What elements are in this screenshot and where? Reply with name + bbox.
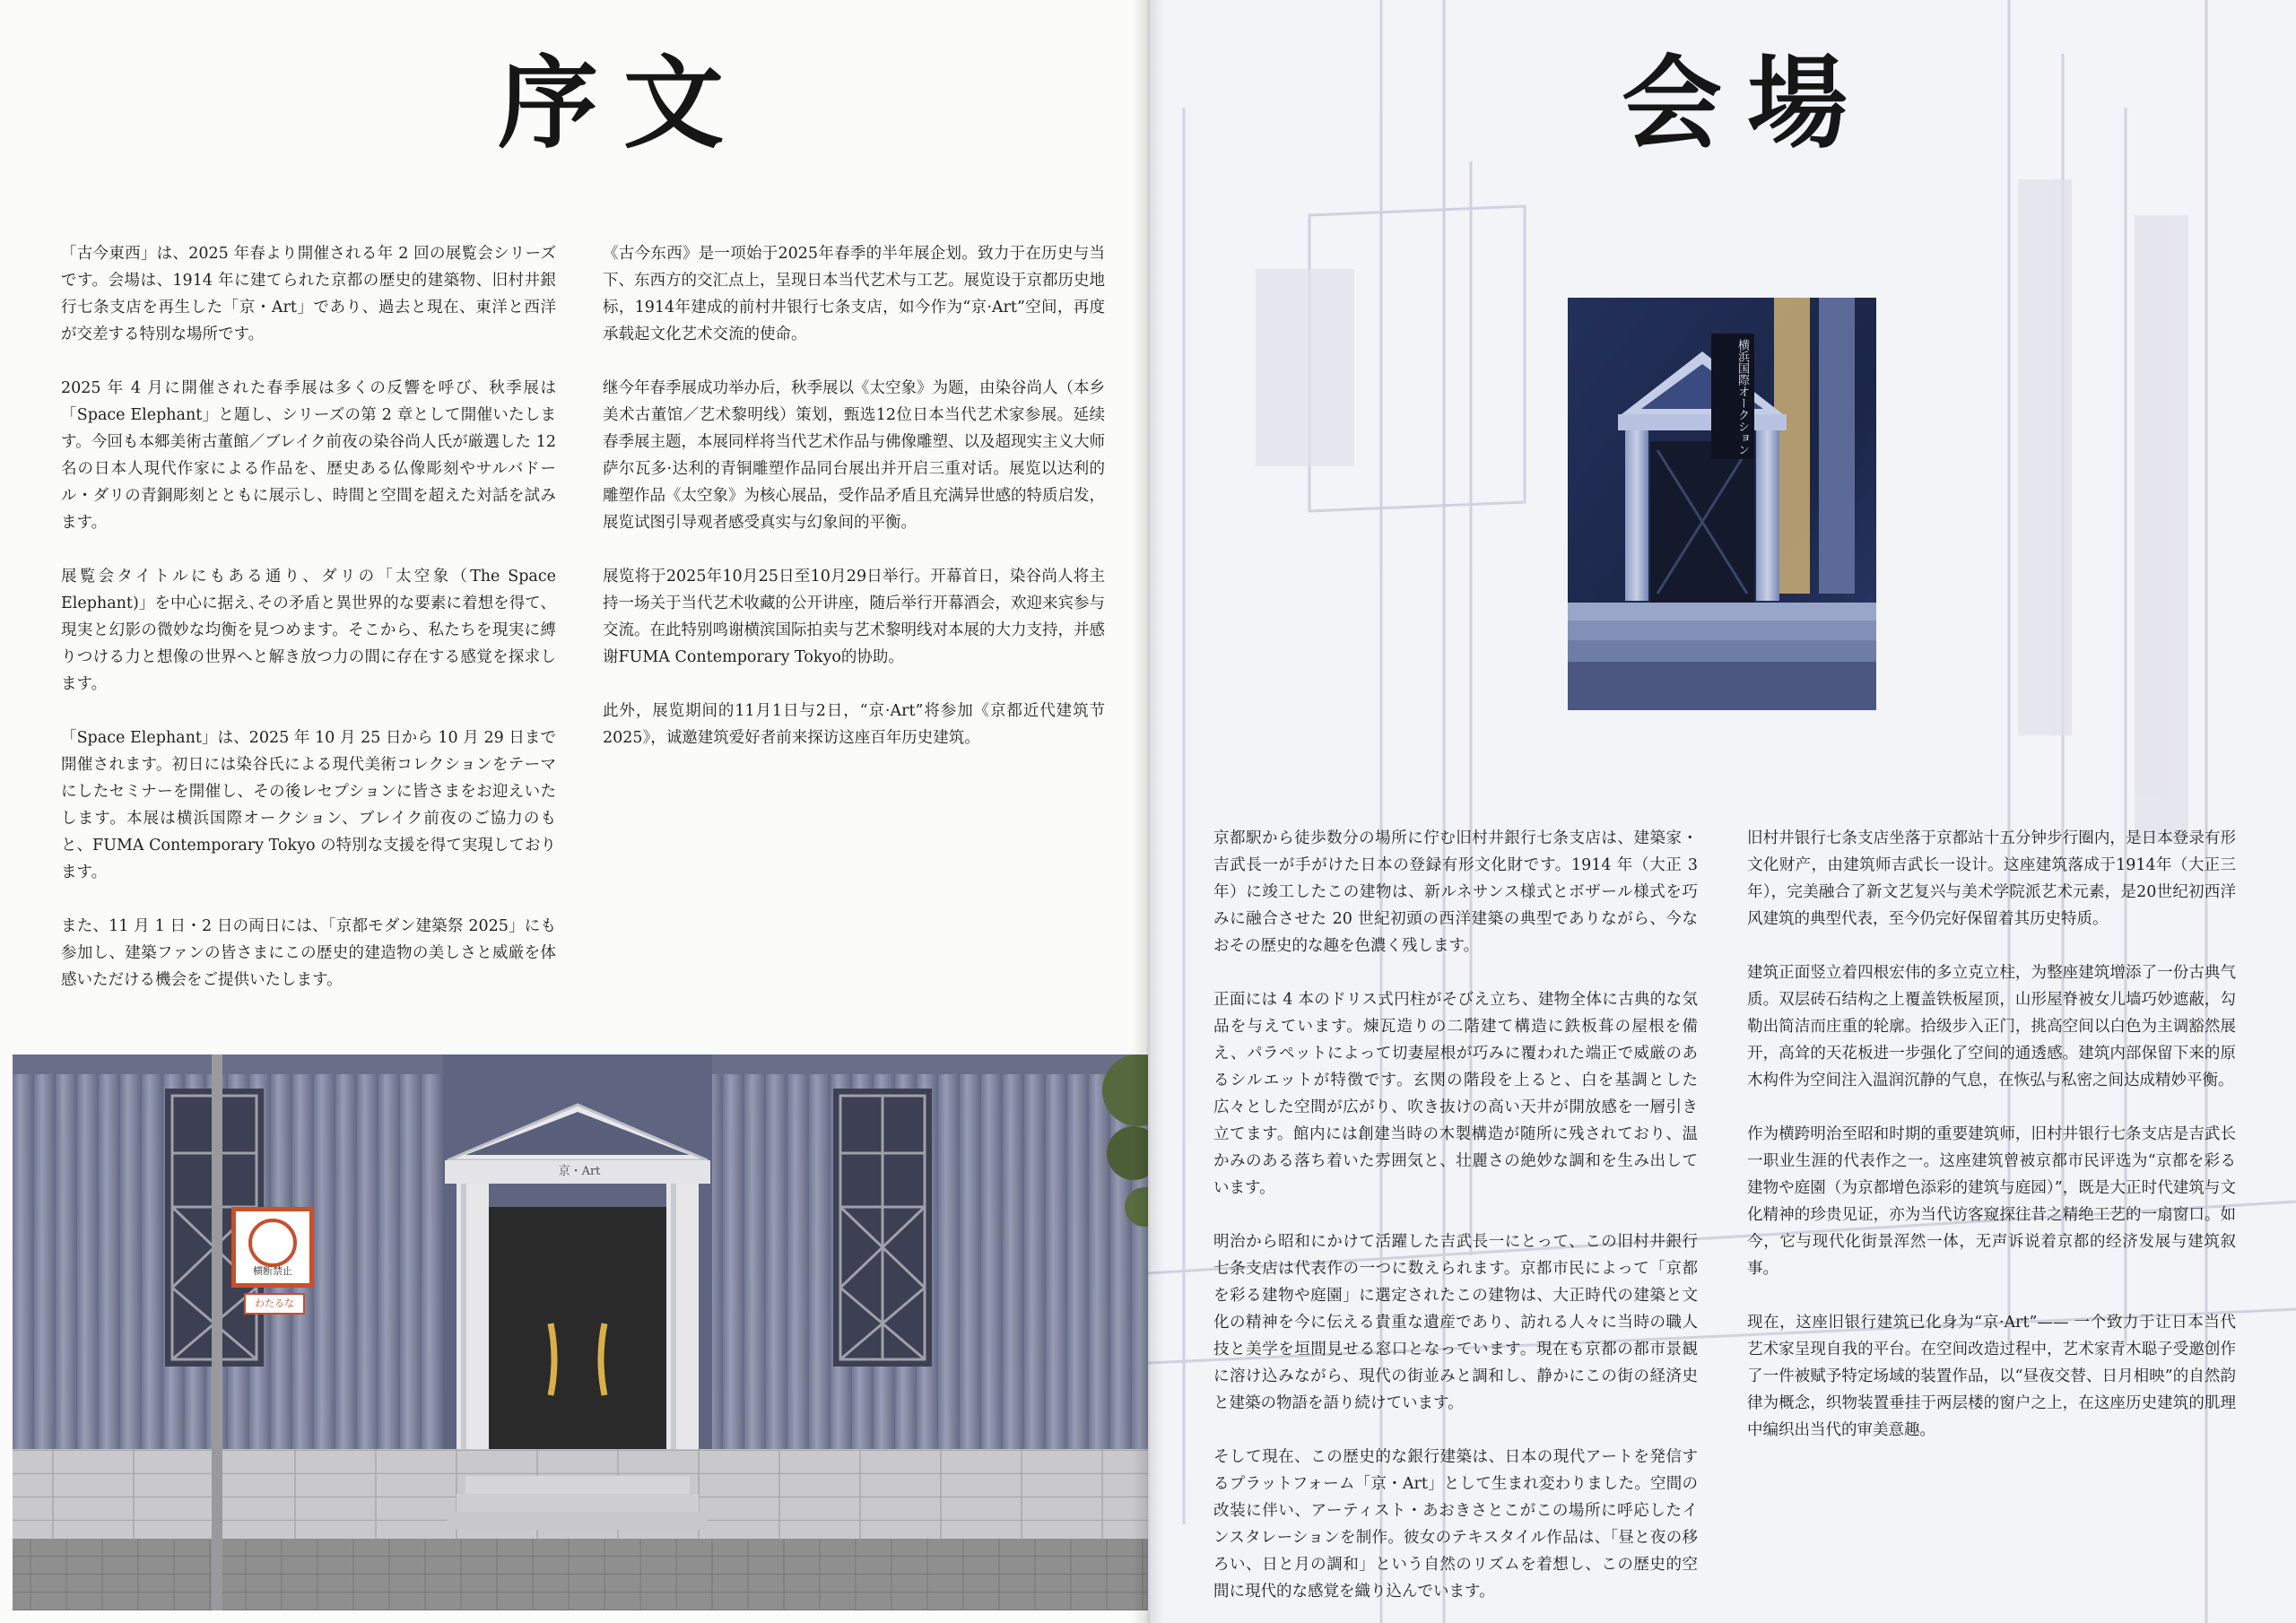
preface-cn-paragraph: 展览将于2025年10月25日至10月29日举行。开幕首日，染谷尚人将主持一场关于当代艺术收藏的公开讲座，随后举行开幕酒会，欢迎来宾参与交流。在此特别鸣谢横滨国际拍卖与艺术黎明线对本展的大力支持，并感谢FUMA Contemporary Tokyo的协助。 xyxy=(603,568,1105,666)
preface-jp-paragraph: 「Space Elephant」は、2025 年 10 月 25 日から 10 月 29 日まで開催されます。初日には染谷氏による現代美術コレクションをテーマにしたセミナーを開催し、その後レセプションに皆さまをお迎えいたします。本展は横浜国際オークション、ブレイク前夜のご協力のもと、FUMA Contemporary Tokyo の特別な支援を得て実現しております。 xyxy=(61,729,556,881)
preface-jp-paragraph: 展覧会タイトルにもある通り、ダリの「太空象（The Space Elephant)」を中心に据え､その矛盾と異世界的な要素に着想を得て、現実と幻影の微妙な均衡を見つめます。そこから、私たちを現実に縛りつける力と想像の世界へと解き放つ力の間に存在する感覚を探求します。 xyxy=(61,568,556,693)
building-facade-photo xyxy=(13,1055,1148,1610)
venue-jp-paragraph: 正面には 4 本のドリス式円柱がそびえ立ち、建物全体に古典的な気品を与えています。煉瓦造りの二階建て構造に鉄板葺の屋根を備え、パラペットによって切妻屋根が巧みに覆われた端正で威厳のあるシルエットが特徴です。玄関の階段を上ると、白を基調とした広々とした空間が広がり、吹き抜けの高い天井が開放感を一層引き立てます。館内には創建当時の木製構造が随所に残されており、温かみのある落ち着いた雰囲気と、壮麗さの絶妙な調和を生み出しています。 xyxy=(1213,991,1698,1197)
preface-jp-paragraph: 「古今東西」は、2025 年春より開催される年 2 回の展覧会シリーズです。会場は、1914 年に建てられた京都の歴史的建築物、旧村井銀行七条支店を再生した「京・Art」であり、過去と現在、東洋と西洋が交差する特別な場所です。 xyxy=(61,245,556,343)
no-crossing-sign xyxy=(231,1207,314,1288)
preface-jp-paragraph: また、11 月 1 日・2 日の両日には、「京都モダン建築祭 2025」にも参加し、建築ファンの皆さまにこの歴史的建造物の美しさと威厳を体感いただける機会をご提供いたします。 xyxy=(61,917,556,989)
venue-title: 会場 xyxy=(1622,45,1873,162)
door-sign: 京・Art xyxy=(558,1165,601,1178)
preface-cn-paragraph: 继今年春季展成功举办后，秋季展以《太空象》为题，由染谷尚人（本乡美术古董馆／艺术黎明线）策划，甄选12位日本当代艺术家参展。延续春季展主题，本展同样将当代艺术作品与佛像雕塑、以及超现实主义大师萨尔瓦多·达利的青铜雕塑作品同台展出并开启三重对话。展览以达利的雕塑作品《太空象》为核心展品，受作品矛盾且充满异世感的特质启发，展览试图引导观者感受真实与幻象间的平衡。 xyxy=(603,379,1105,532)
page-gutter xyxy=(1132,0,1164,1623)
pedestrian-icon xyxy=(248,1219,297,1267)
venue-cn-paragraph: 作为横跨明治至昭和时期的重要建筑师，旧村井银行七条支店是吉武长一职业生涯的代表作之一。这座建筑曾被京都市民评选为“京都を彩る建物や庭園（为京都增色添彩的建筑与庭园）”，既是大正时代建筑与文化精神的珍贵见证，亦为当代访客窥探往昔之精绝工艺的一扇窗口。如今，它与现代化街景浑然一体，无声诉说着京都的经济发展与建筑叙事。 xyxy=(1747,1125,2236,1278)
street-sign-label: 横断禁止 xyxy=(253,1265,292,1277)
venue-cn-paragraph: 建筑正面竖立着四根宏伟的多立克立柱，为整座建筑增添了一份古典气质。双层砖石结构之上覆盖铁板屋顶，山形屋脊被女儿墙巧妙遮蔽，勾勒出简洁而庄重的轮廓。拾级步入正门，挑高空间以白色为主调豁然展开，高耸的天花板进一步强化了空间的通透感。建筑内部保留下来的原木构件为空间注入温润沉静的气息，在恢弘与私密之间达成精妙平衡。 xyxy=(1747,964,2236,1089)
entrance-night-photo xyxy=(1568,298,1876,710)
venue-japanese-column xyxy=(1213,825,1698,1623)
venue-jp-paragraph: 明治から昭和にかけて活躍した吉武長一にとって、この旧村井銀行七条支店は代表作の一つに数えられます。京都市民によって「京都を彩る建物や庭園」に選定されたこの建物は、大正時代の建築と文化の精神を今に伝える貴重な遺産であり、訪れる人々に当時の職人技と美学を垣間見せる窓口となっています。現在も京都の都市景観に溶け込みながら、現代の街並みと調和し、静かにこの街の経済史と建築の物語を語り続けています。 xyxy=(1213,1233,1698,1412)
street-sign-plate: わたるな xyxy=(244,1293,305,1315)
venue-cn-paragraph: 旧村井银行七条支店坐落于京都站十五分钟步行圈内，是日本登录有形文化财产，由建筑师吉武长一设计。这座建筑落成于1914年（大正三年），完美融合了新文艺复兴与美术学院派艺术元素，是20世纪初西洋风建筑的典型代表，至今仍完好保留着其历史特质。 xyxy=(1747,829,2236,928)
preface-cn-paragraph: 《古今东西》是一项始于2025年春季的半年展企划。致力于在历史与当下、东西方的交汇点上，呈现日本当代艺术与工艺。展览设于京都历史地标，1914年建成的前村井银行七条支店，如今作为“京·Art”空间，再度承载起文化艺术交流的使命。 xyxy=(603,245,1105,343)
venue-banner: 横浜国際オークション xyxy=(1735,339,1749,456)
venue-jp-paragraph: 京都駅から徒歩数分の場所に佇む旧村井銀行七条支店は、建築家・吉武長一が手がけた日本の登録有形文化財です。1914 年（大正 3 年）に竣工したこの建物は、新ルネサンス様式とボザール様式を巧みに融合させた 20 世紀初頭の西洋建築の典型でありながら、今なおその歴史的な趣を色濃く残します。 xyxy=(1213,829,1698,955)
preface-jp-paragraph: 2025 年 4 月に開催された春季展は多くの反響を呼び、秋季展は「Space Elephant」と題し、シリーズの第 2 章として開催いたします。今回も本郷美術古董館／ブレイク前夜の染谷尚人氏が厳選した 12 名の日本人現代作家による作品を、歴史ある仏像彫刻やサルバドール・ダリの青銅彫刻とともに展示し、時間と空間を超えた対話を試みます。 xyxy=(61,379,556,532)
preface-title: 序文 xyxy=(498,45,749,162)
right-page xyxy=(1148,0,2296,1623)
preface-chinese-column xyxy=(603,240,1105,778)
venue-jp-paragraph: そして現在、この歴史的な銀行建築は、日本の現代アートを発信するプラットフォーム「京・Art」として生まれ変わりました。空間の改装に伴い、アーティスト・あおきさとこがこの場所に呼応したインスタレーションを制作。彼女のテキスタイル作品は、「昼と夜の移ろい、日と月の調和」という自然のリズムを着想し、この歴史的空間に現代的な感覚を織り込んでいます。 xyxy=(1213,1448,1698,1601)
preface-cn-paragraph: 此外，展览期间的11月1日与2日，“京·Art”将参加《京都近代建筑节2025》，诚邀建筑爱好者前来探访这座百年历史建筑。 xyxy=(603,702,1105,747)
preface-japanese-column xyxy=(61,240,556,1020)
venue-chinese-column xyxy=(1747,825,2236,1471)
venue-cn-paragraph: 现在，这座旧银行建筑已化身为“京·Art”—— 一个致力于让日本当代艺术家呈现自我的平台。在空间改造过程中，艺术家青木聪子受邀创作了一件被赋予特定场域的装置作品，以“昼夜交替、日月相映”的自然韵律为概念，织物装置垂挂于两层楼的窗户之上，在这座历史建筑的肌理中编织出当代的审美意趣。 xyxy=(1747,1314,2236,1439)
